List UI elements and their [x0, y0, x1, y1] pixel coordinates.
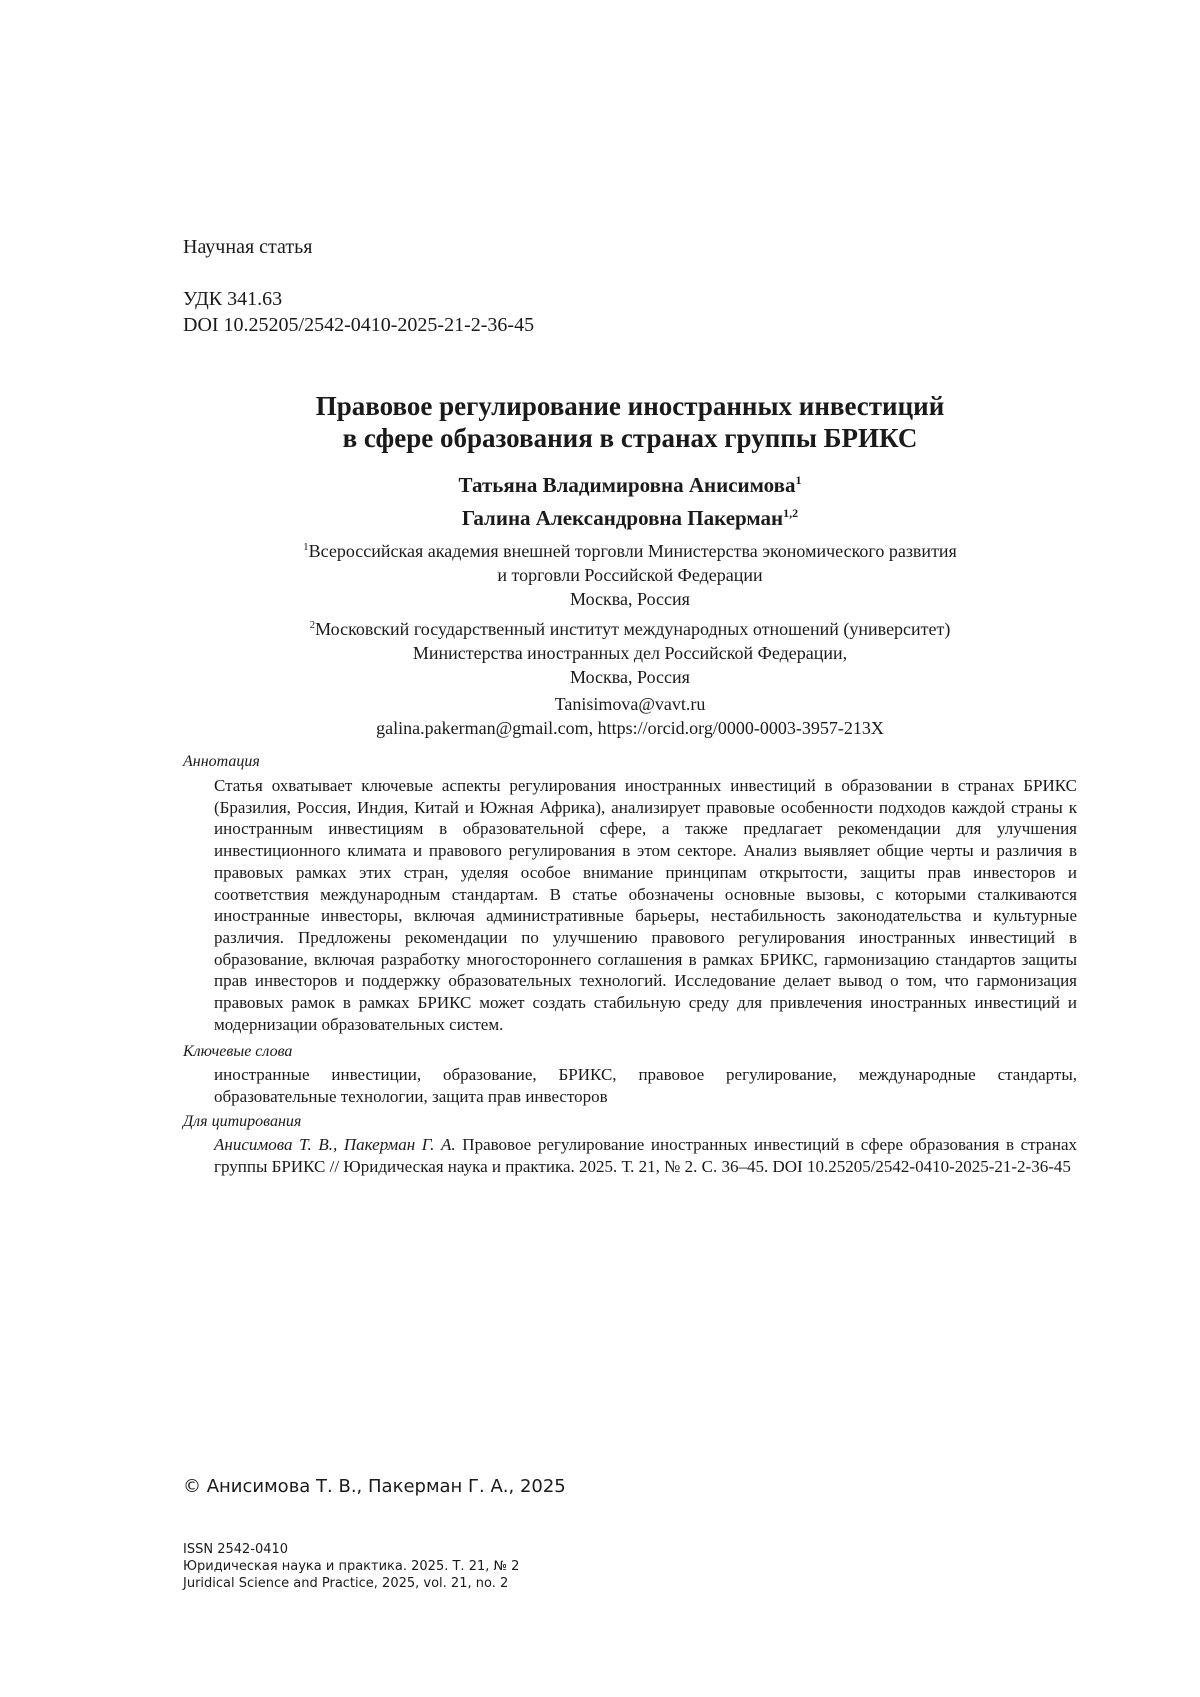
- citation-label: Для цитирования: [183, 1113, 302, 1130]
- journal-footer: [183, 1541, 519, 1592]
- keywords-label: Ключевые слова: [183, 1043, 293, 1060]
- title-line-1: Правовое регулирование иностранных инвестиций: [315, 391, 945, 421]
- citation-authors: Анисимова Т. В., Пакерман Г. А.: [214, 1135, 456, 1154]
- author-1: [230, 466, 1030, 499]
- keywords-text: иностранные инвестиции, образование, БРИКС, правовое регулирование, международные стандарты, образовательные технологии, защита прав инвесторов: [214, 1065, 1077, 1106]
- journal-en: Juridical Science and Practice, 2025, vol. 21, no. 2: [183, 1576, 509, 1591]
- email-1[interactable]: Tanisimova@vavt.ru: [554, 694, 706, 714]
- author-name: Галина Александровна Пакерман: [461, 506, 784, 530]
- affiliation-line: Министерства иностранных дел Российской Федерации,: [412, 643, 848, 663]
- issn: ISSN 2542-0410: [183, 1542, 289, 1557]
- journal-ru: Юридическая наука и практика. 2025. Т. 21, № 2: [183, 1559, 520, 1574]
- doi: DOI 10.25205/2542-0410-2025-21-2-36-45: [183, 314, 535, 336]
- affiliation-city: Москва, Россия: [570, 667, 690, 687]
- email-orcid[interactable]: galina.pakerman@gmail.com, https://orcid.org/0000-0003-3957-213X: [376, 718, 884, 738]
- affiliation-city: Москва, Россия: [570, 589, 690, 609]
- affiliation-2: [250, 613, 1010, 689]
- citation-reference: Правовое регулирование иностранных инвестиций в сфере образования в странах группы БРИКС // Юридическая наука и практика. 2025. Т. 21, № 2. С. 36–45. DOI 10.25205/2542-0410-2025-21-2-36-45: [214, 1135, 1077, 1176]
- author-2: [230, 499, 1030, 532]
- author-affil-mark: 1,2: [783, 506, 799, 520]
- affiliation-mark: 1: [303, 541, 309, 553]
- affiliation-line: и торговли Российской Федерации: [497, 565, 763, 585]
- title-line-2: в сфере образования в странах группы БРИКС: [342, 423, 918, 453]
- author-affil-mark: 1: [795, 473, 802, 487]
- article-title: [230, 390, 1030, 454]
- udk-code: УДК 341.63: [183, 288, 283, 310]
- affiliation-mark: 2: [309, 619, 316, 631]
- abstract-text: Статья охватывает ключевые аспекты регулирования иностранных инвестиций в образовании в странах БРИКС (Бразилия, Россия, Индия, Китай и Южная Африка), анализирует правовые особенности подходов каждой страны к иностранным инвестициям в образовательной сфере, а также предлагает рекомендации для улучшения инвестиционного климата и правового регулирования в этом секторе. Анализ выявляет общие черты и различия в правовых рамках этих стран, уделяя особое внимание принципам открытости, защиты прав инвесторов и соответствия международным стандартам. В статье обозначены основные вызовы, с которыми сталкиваются иностранные инвесторы, включая административные барьеры, нестабильность законодательства и культурные различия. Предложены рекомендации по улучшению правового регулирования иностранных инвестиций в образование, включая разработку многостороннего соглашения в рамках БРИКС, гармонизацию стандартов защиты прав инвесторов и поддержку образовательных технологий. Исследование делает вывод о том, что гармонизация правовых рамок в рамках БРИКС может создать стабильную среду для привлечения иностранных инвестиций и модернизации образовательных систем.: [214, 776, 1077, 1034]
- affiliation-1: [250, 535, 1010, 611]
- abstract-label: Аннотация: [183, 753, 260, 770]
- authors: [230, 466, 1030, 532]
- affiliation-line: $^2$Московский государственный институт международных отношений (университет): [309, 619, 951, 639]
- citation-text: [214, 1134, 1077, 1177]
- article-type: Научная статья: [183, 236, 313, 258]
- copyright: © Анисимова Т. В., Пакерман Г. А., 2025: [183, 1476, 566, 1497]
- author-name: Татьяна Владимировна Анисимова: [458, 473, 796, 497]
- affiliation-line: $^1$Всероссийская академия внешней торговли Министерства экономического развития: [303, 541, 957, 561]
- contact-emails: [230, 692, 1030, 740]
